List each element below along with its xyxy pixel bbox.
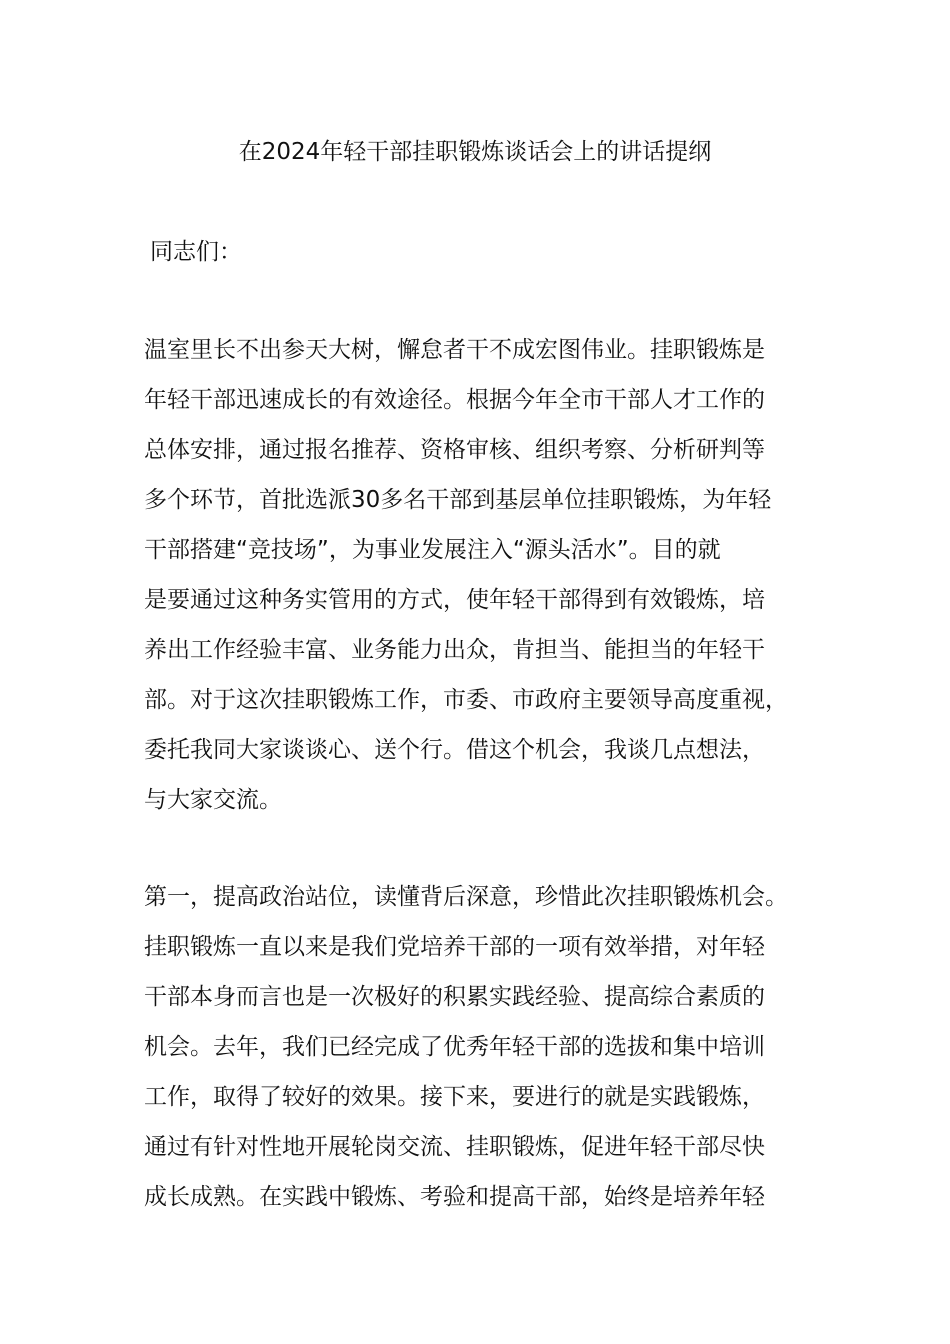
paragraph-line: 与大家交流。 — [144, 787, 282, 813]
paragraph-line: 年轻干部迅速成长的有效途径。根据今年全市干部人才工作的 — [144, 387, 765, 413]
paragraph-line: 养出工作经验丰富、业务能力出众，肯担当、能担当的年轻干 — [144, 637, 765, 663]
paragraph-line: 成长成熟。在实践中锻炼、考验和提高干部，始终是培养年轻 — [144, 1184, 765, 1210]
paragraph-line: 部。对于这次挂职锻炼工作，市委、市政府主要领导高度重视， — [144, 687, 788, 713]
paragraph-line: 委托我同大家谈谈心、送个行。借这个机会，我谈几点想法， — [144, 737, 765, 763]
paragraph-line: 干部本身而言也是一次极好的积累实践经验、提高综合素质的 — [144, 984, 765, 1010]
paragraph-line: 通过有针对性地开展轮岗交流、挂职锻炼，促进年轻干部尽快 — [144, 1134, 765, 1160]
paragraph-line: 挂职锻炼一直以来是我们党培养干部的一项有效举措，对年轻 — [144, 934, 765, 960]
document-title: 在2024年轻干部挂职锻炼谈话会上的讲话提纲 — [238, 139, 712, 165]
paragraph-line: 机会。去年，我们已经完成了优秀年轻干部的选拔和集中培训 — [144, 1034, 765, 1060]
paragraph-line: 工作，取得了较好的效果。接下来，要进行的就是实践锻炼， — [144, 1084, 765, 1110]
salutation: 同志们： — [150, 239, 242, 265]
paragraph-line: 多个环节，首批选派30多名干部到基层单位挂职锻炼，为年轻 — [144, 487, 772, 513]
paragraph-line: 总体安排，通过报名推荐、资格审核、组织考察、分析研判等 — [144, 437, 765, 463]
paragraph-line: 第一，提高政治站位，读懂背后深意，珍惜此次挂职锻炼机会。 — [144, 884, 788, 910]
paragraph-line: 干部搭建“竞技场”，为事业发展注入“源头活水”。目的就 — [144, 537, 721, 563]
paragraph-line: 是要通过这种务实管用的方式，使年轻干部得到有效锻炼，培 — [144, 587, 765, 613]
paragraph-line: 温室里长不出参天大树，懈怠者干不成宏图伟业。挂职锻炼是 — [144, 337, 765, 363]
paragraph-first-point — [144, 872, 834, 1222]
paragraph-intro — [144, 325, 834, 825]
